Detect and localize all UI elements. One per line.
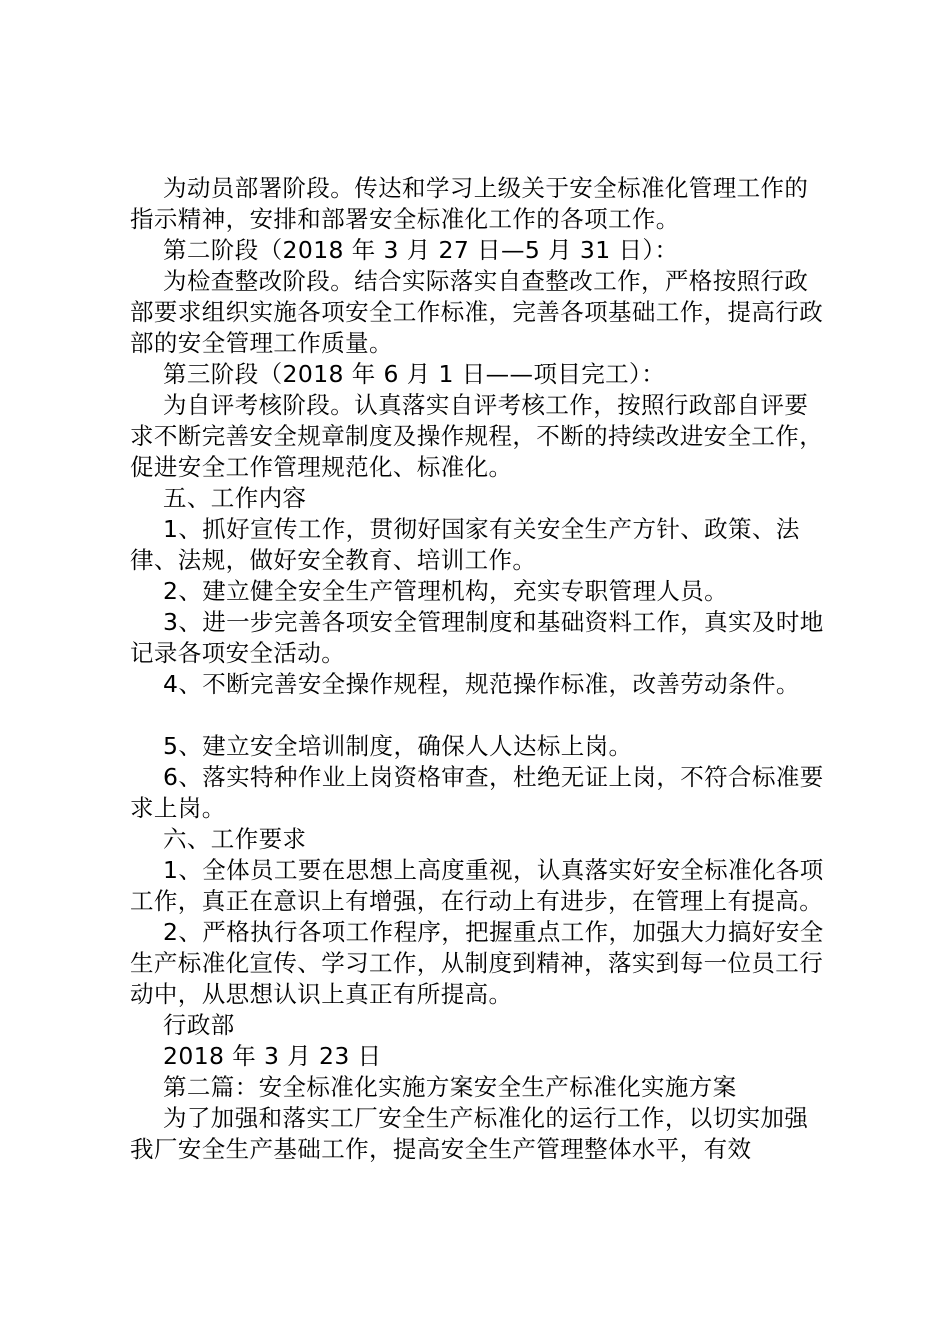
list-item-content-5: 5、建立安全培训制度，确保人人达标上岗。 [163, 732, 633, 760]
signature-date: 2018 年 3 月 23 日 [163, 1042, 382, 1070]
list-item-content-2: 2、建立健全安全生产管理机构，充实专职管理人员。 [163, 577, 729, 605]
paragraph-stage-two-desc: 为检查整改阶段。结合实际落实自查整改工作，严格按照行政部要求组织实施各项安全工作标准，完善各项基础工作，提高行政部的安全管理工作质量。 [130, 267, 824, 357]
paragraph-stage-two-heading: 第二阶段（2018 年 3 月 27 日—5 月 31 日）： [163, 236, 679, 264]
list-item-content-1: 1、抓好宣传工作，贯彻好国家有关安全生产方针、政策、法律、法规，做好安全教育、培训工作。 [130, 515, 800, 574]
blank-line [130, 700, 830, 731]
list-item-content-3: 3、进一步完善各项安全管理制度和基础资料工作，真实及时地记录各项安全活动。 [130, 608, 824, 667]
list-item-requirement-2: 2、严格执行各项工作程序，把握重点工作，加强大力搞好安全生产标准化宣传、学习工作，从制度到精神，落实到每一位员工行动中，从思想认识上真正有所提高。 [130, 918, 824, 1008]
paragraph-stage-three-desc: 为自评考核阶段。认真落实自评考核工作，按照行政部自评要求不断完善安全规章制度及操作规程，不断的持续改进安全工作，促进安全工作管理规范化、标准化。 [130, 391, 824, 481]
document-body [130, 173, 830, 1165]
section-heading-work-requirements: 六、工作要求 [163, 825, 307, 853]
paragraph-stage-one-desc: 为动员部署阶段。传达和学习上级关于安全标准化管理工作的指示精神，安排和部署安全标准化工作的各项工作。 [130, 174, 809, 233]
list-item-content-4: 4、不断完善安全操作规程，规范操作标准，改善劳动条件。 [163, 670, 800, 698]
chapter-two-intro: 为了加强和落实工厂安全生产标准化的运行工作，以切实加强我厂安全生产基础工作，提高安全生产管理整体水平，有效 [130, 1104, 809, 1163]
list-item-requirement-1: 1、全体员工要在思想上高度重视，认真落实好安全标准化各项工作，真正在意识上有增强，在行动上有进步，在管理上有提高。 [130, 856, 824, 915]
section-heading-work-content: 五、工作内容 [163, 484, 307, 512]
signature-department: 行政部 [163, 1011, 235, 1039]
list-item-content-6: 6、落实特种作业上岗资格审查，杜绝无证上岗，不符合标准要求上岗。 [130, 763, 824, 822]
chapter-two-title: 第二篇：安全标准化实施方案安全生产标准化实施方案 [163, 1073, 737, 1101]
paragraph-stage-three-heading: 第三阶段（2018 年 6 月 1 日——项目完工）： [163, 360, 666, 388]
